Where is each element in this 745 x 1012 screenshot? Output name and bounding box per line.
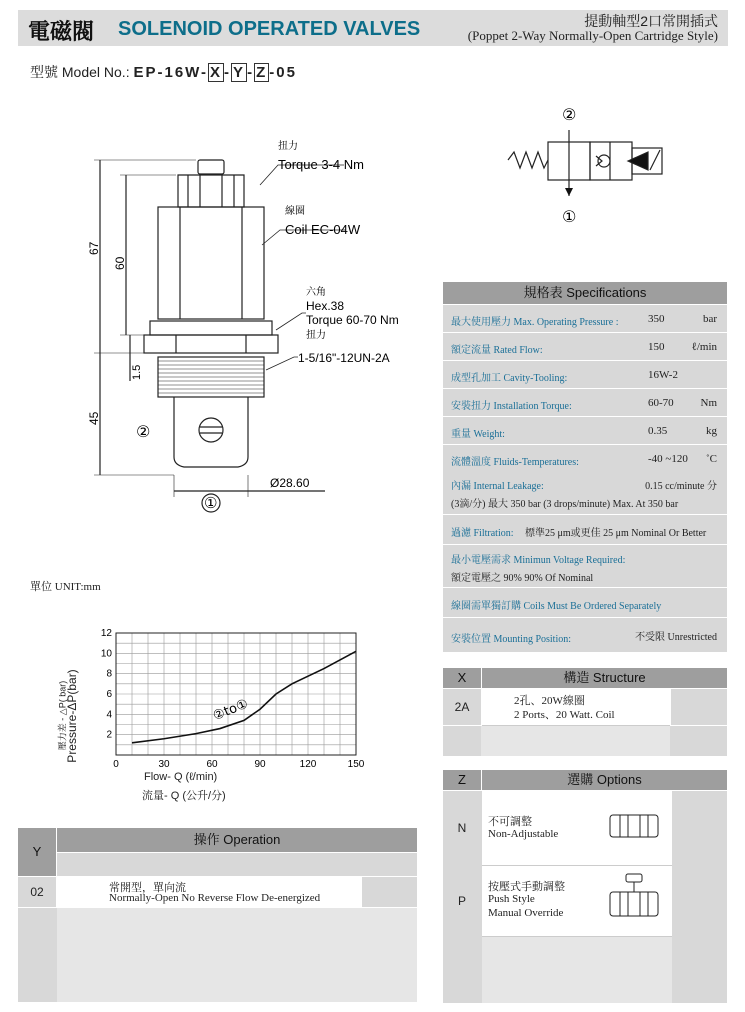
subtitle-zh: 提動軸型2口常開插式 xyxy=(584,13,718,29)
structure-code-2a: 2A xyxy=(443,689,481,725)
spec-value: 0.35 xyxy=(648,425,668,437)
hex-nut xyxy=(150,321,272,335)
spec-unit: bar xyxy=(702,313,717,325)
operation-code-header: Y xyxy=(18,828,56,876)
manual-knob xyxy=(198,160,224,174)
spec-value: 350 xyxy=(648,313,665,325)
operation-en-02: Normally-Open No Reverse Flow De-energized xyxy=(109,892,321,904)
dim-1-5: 1.5 xyxy=(131,364,143,380)
x-tick-label: 0 xyxy=(113,759,119,770)
options-empty-cell xyxy=(482,937,672,1003)
hydraulic-symbol xyxy=(500,100,720,230)
y-tick-label: 4 xyxy=(106,709,112,721)
operation-cell-right xyxy=(362,877,417,907)
structure-empty-cell xyxy=(481,726,670,756)
diameter-label: Ø28.60 xyxy=(270,476,310,490)
structure-title: 構造 Structure xyxy=(482,668,727,688)
option-n-cell xyxy=(482,791,672,866)
spec-row-voltage xyxy=(443,545,727,588)
hex-torque-en: Torque 60-70 Nm xyxy=(306,313,399,327)
chart-ylabel-wrap xyxy=(50,663,79,783)
cartridge-body xyxy=(174,397,248,467)
dim-60: 60 xyxy=(113,256,127,270)
subtitle-en: (Poppet 2-Way Normally-Open Cartridge Style) xyxy=(467,28,718,43)
mounting-label: 安裝位置 Mounting Position: xyxy=(451,634,572,645)
spec-row xyxy=(443,305,727,333)
y-tick-label: 6 xyxy=(106,689,112,700)
chart-annotation: ②to① xyxy=(211,696,251,725)
coil-body xyxy=(158,207,264,319)
chart-ylabel: Pressure-ΔP(bar) xyxy=(65,669,79,763)
spec-label: 流體溫度 Fluids-Temperatures: xyxy=(451,457,579,468)
operation-empty-cell xyxy=(57,908,417,1002)
spec-row xyxy=(443,389,727,417)
spec-row xyxy=(443,361,727,389)
spec-row-leakage xyxy=(443,470,727,515)
thread-spec: 1-5/16"-12UN-2A xyxy=(298,351,390,365)
filtration-value: 標準25 μm或更佳 25 μm Nominal Or Better xyxy=(525,528,707,539)
filtration-label: 過濾 Filtration: xyxy=(451,528,514,539)
hex-torque-zh: 扭力 xyxy=(306,330,326,341)
option-p-en2: Manual Override xyxy=(488,907,564,919)
mounting-value: 不受限 Unrestricted xyxy=(635,632,717,643)
model-x: X xyxy=(210,64,223,81)
chart-svg xyxy=(58,625,378,775)
spec-row-mounting xyxy=(443,618,727,653)
option-n-en: Non-Adjustable xyxy=(488,828,559,840)
symbol-box-2 xyxy=(590,142,632,180)
leakage-label: 內漏 Internal Leakage: xyxy=(451,481,544,492)
voltage-label: 最小電壓需求 Minimun Voltage Required: xyxy=(451,555,626,566)
structure-code-header: X xyxy=(443,668,481,688)
structure-cell-right xyxy=(671,689,727,725)
options-title: 選購 Options xyxy=(482,770,727,790)
chart-xlabel-zh: 流量- Q (公升/分) xyxy=(142,790,226,802)
model-label: 型號 Model No.: xyxy=(30,64,130,80)
option-p-code: P xyxy=(457,894,466,908)
model-suffix: -05 xyxy=(269,64,297,81)
y-tick-label: 10 xyxy=(100,648,112,660)
coils-note: 線圈需單獨訂購 Coils Must Be Ordered Separately xyxy=(451,601,662,612)
structure-en-2a: 2 Ports、20 Watt. Coil xyxy=(514,709,615,721)
spec-title: 規格表 Specifications xyxy=(523,285,647,300)
options-code-header: Z xyxy=(443,770,481,790)
title-en: SOLENOID OPERATED VALVES xyxy=(118,18,421,40)
chart-xlabel: Flow- Q (ℓ/min) xyxy=(144,771,218,783)
voltage-value: 額定電壓之 90% 90% Of Nominal xyxy=(451,573,594,584)
x-tick-label: 90 xyxy=(254,759,266,770)
option-n-code: N xyxy=(457,821,467,835)
coil-zh: 線圈 xyxy=(285,206,305,217)
valve-drawing xyxy=(80,135,420,525)
operation-subheader xyxy=(57,853,417,876)
page-header xyxy=(18,10,728,46)
spec-row-coils xyxy=(443,588,727,618)
spec-label: 安裝扭力 Installation Torque: xyxy=(451,401,572,412)
option-n-zh: 不可調整 xyxy=(488,816,532,828)
spec-row xyxy=(443,445,727,473)
spec-unit: ˚C xyxy=(706,453,717,465)
spec-row xyxy=(443,333,727,361)
push-override-icon xyxy=(608,872,660,922)
model-z: Z xyxy=(256,64,268,81)
option-p-en: Push Style xyxy=(488,893,535,905)
model-sep-1: - xyxy=(224,64,232,81)
operation-title: 操作 Operation xyxy=(57,828,417,852)
y-tick-label: 12 xyxy=(100,628,112,639)
torque-zh: 扭力 xyxy=(278,141,298,152)
leakage-line2: (3滴/分) 最大 350 bar (3 drops/minute) Max. At 350 bar xyxy=(451,499,679,510)
operation-desc-02 xyxy=(57,877,361,907)
model-number xyxy=(30,62,297,82)
spec-row-filtration xyxy=(443,515,727,545)
structure-zh-2a: 2孔、20W線圈 xyxy=(514,695,585,707)
y-tick-label: 2 xyxy=(106,729,112,741)
title-zh: 電磁閥 xyxy=(28,19,95,44)
structure-desc-2a xyxy=(482,689,670,726)
spec-row xyxy=(443,417,727,445)
operation-empty-area xyxy=(18,908,417,1002)
x-tick-label: 30 xyxy=(158,759,170,770)
x-tick-label: 150 xyxy=(347,759,365,770)
spec-unit: Nm xyxy=(700,397,717,409)
symbol-port-1: ① xyxy=(562,207,577,226)
spec-label: 重量 Weight: xyxy=(451,429,505,440)
pressure-flow-chart xyxy=(58,625,378,810)
non-adjustable-icon xyxy=(608,811,660,841)
operation-code-02: 02 xyxy=(18,877,56,907)
x-tick-label: 60 xyxy=(206,759,218,770)
spec-header xyxy=(443,282,727,304)
port-1-label: ① xyxy=(204,494,218,512)
operation-zh-02: 常開型，單向流 xyxy=(109,882,186,894)
spec-label: 額定流量 Rated Flow: xyxy=(451,345,543,356)
spec-value: 60-70 xyxy=(648,397,674,409)
dim-67: 67 xyxy=(87,241,101,255)
torque-en: Torque 3-4 Nm xyxy=(278,157,364,172)
symbol-port-2: ② xyxy=(562,105,577,124)
spec-value: -40 ~120 xyxy=(648,453,688,465)
model-y: Y xyxy=(233,64,246,81)
x-tick-label: 120 xyxy=(299,759,317,770)
spec-value: 16W-2 xyxy=(648,369,678,381)
model-sep-2: - xyxy=(247,64,255,81)
option-p-cell xyxy=(482,866,672,937)
structure-empty-row xyxy=(443,726,727,756)
leakage-value: 0.15 cc/minute 分 xyxy=(645,481,717,492)
spec-label: 成型孔加工 Cavity-Tooling: xyxy=(451,373,568,384)
option-p-zh: 按壓式手動調整 xyxy=(488,881,565,893)
port-2-label: ② xyxy=(136,422,151,441)
y-tick-label: 8 xyxy=(106,668,112,680)
hex-en: Hex.38 xyxy=(306,299,345,313)
spec-label: 最大使用壓力 Max. Operating Pressure : xyxy=(451,317,619,328)
model-prefix: EP-16W- xyxy=(133,64,209,81)
hex-zh: 六角 xyxy=(306,287,326,298)
unit-label: 單位 UNIT:mm xyxy=(30,581,101,593)
spec-value: 150 xyxy=(648,341,665,353)
spec-unit: ℓ/min xyxy=(691,341,717,353)
side-port xyxy=(199,418,223,442)
spec-unit: kg xyxy=(706,425,717,437)
coil-en: Coil EC-04W xyxy=(285,222,361,237)
dim-45: 45 xyxy=(87,411,101,425)
chart-ylabel-zh: 壓力差 - △P( bar) xyxy=(57,680,68,751)
